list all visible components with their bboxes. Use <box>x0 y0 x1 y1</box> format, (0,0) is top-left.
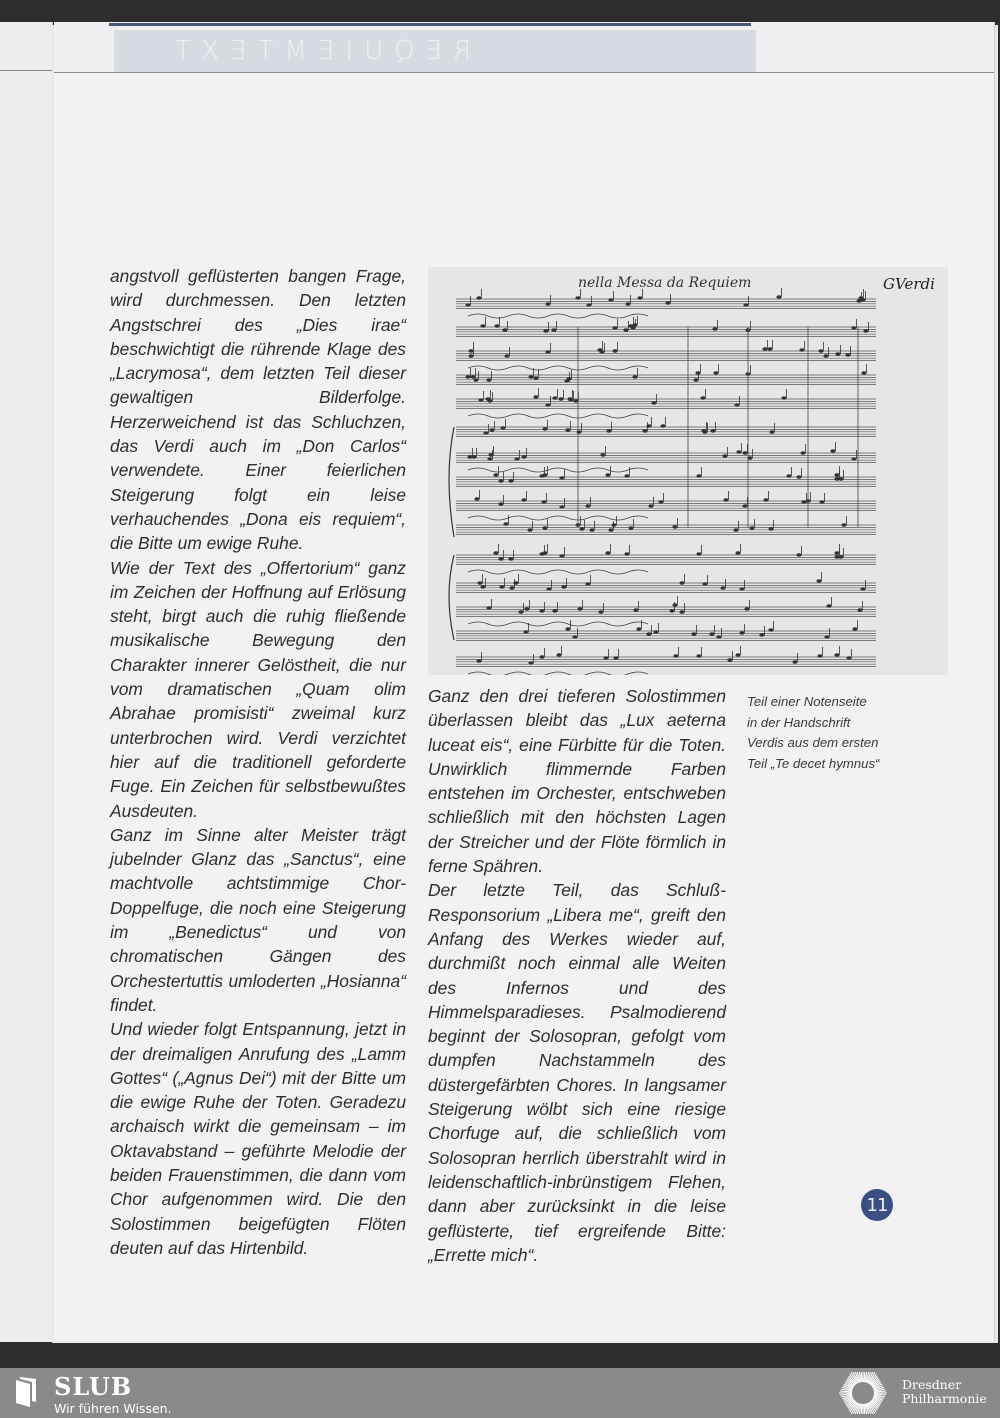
note-head <box>493 473 498 477</box>
note-head <box>611 523 616 527</box>
note-head <box>539 609 544 613</box>
note-head <box>739 587 744 591</box>
note-head <box>835 352 840 356</box>
note-head <box>826 604 831 608</box>
note-head <box>713 371 718 375</box>
note-head <box>533 376 538 380</box>
note-head <box>552 609 557 613</box>
note-head <box>559 554 564 558</box>
text-column-left <box>110 264 406 1260</box>
note-head <box>851 326 856 330</box>
note-head <box>465 375 470 379</box>
note-head <box>723 498 728 502</box>
note-head <box>744 607 749 611</box>
paragraph: Ganz im Sinne alter Meister trägt jubelnder Glanz das „Sanctus“, eine machtvolle achtstimmige Chor-Doppelfuge, die noch eine Steigerung im „Benedictus“ und von chromatischen Gängen des Orchestertuttis umloderten „Hosianna“ findet. <box>110 824 406 1015</box>
note-head <box>768 628 773 632</box>
note-head <box>863 329 868 333</box>
note-head <box>860 587 865 591</box>
note-head <box>545 350 550 354</box>
note-head <box>488 453 493 457</box>
slub-tagline: Wir führen Wissen. <box>54 1401 172 1416</box>
note-head <box>470 375 475 379</box>
paragraph: Der letzte Teil, das Schluß-Responsorium „Libera me“, greift den Anfang des Werkes wieder auf, durchmißt noch einmal alle Weiten des Infernos und des Himmelsparadieses. Psalmodierend beginnt der Solosopran, gefolgt vom dumpfen Nachstammeln des düstergefärbten Chores. In langsamer Steigerung wölbt sich eine riesige Chorfuge auf, die schließlich vom Solosopran herrlich überstrahlt wird in leidenschaftlich-inbrünstigem Flehen, dann aber zurücksinkt in die leise geflüsterte, tief ergreifende Bitte: „Errette mich“. <box>428 880 726 1265</box>
note-head <box>586 303 591 307</box>
note-head <box>579 527 584 531</box>
note-head <box>693 378 698 382</box>
section-title: REQUIEMTEXT <box>164 36 472 66</box>
note-head <box>749 526 754 530</box>
note-head <box>834 477 839 481</box>
note-head <box>769 430 774 434</box>
note-head <box>742 451 747 455</box>
dresdner-philharmonie-sunburst-icon <box>838 1369 888 1417</box>
note-head <box>561 585 566 589</box>
note-head <box>819 500 824 504</box>
note-head <box>759 633 764 637</box>
note-head <box>776 295 781 299</box>
note-head <box>672 525 677 529</box>
note-head <box>841 523 846 527</box>
note-head <box>542 551 547 555</box>
note-head <box>612 349 617 353</box>
note-head <box>487 399 492 403</box>
note-head <box>637 296 642 300</box>
note-head <box>796 553 801 557</box>
note-head <box>504 354 509 358</box>
note-head <box>743 303 748 307</box>
note-head <box>834 555 839 559</box>
note-head <box>476 296 481 300</box>
note-head <box>513 581 518 585</box>
note-head <box>551 328 556 332</box>
note-head <box>585 504 590 508</box>
music-manuscript-image <box>428 267 948 675</box>
note-head <box>796 475 801 479</box>
note-head <box>559 476 564 480</box>
note-head <box>542 526 547 530</box>
note-head <box>473 378 478 382</box>
logo-line: Philharmonie <box>902 1391 987 1406</box>
note-head <box>642 429 647 433</box>
note-head <box>476 659 481 663</box>
note-head <box>679 581 684 585</box>
note-head <box>633 608 638 612</box>
note-head <box>486 378 491 382</box>
note-head <box>483 431 488 435</box>
text-column-right <box>428 684 726 1267</box>
note-head <box>523 630 528 634</box>
note-head <box>498 557 503 561</box>
note-head <box>499 585 504 589</box>
note-head <box>830 449 835 453</box>
note-head <box>468 354 473 358</box>
note-head <box>852 627 857 631</box>
note-head <box>786 474 791 478</box>
note-head <box>478 398 483 402</box>
header-tab-accent-line <box>109 23 751 26</box>
note-head <box>572 635 577 639</box>
note-head <box>503 522 508 526</box>
slub-book-icon <box>14 1376 42 1408</box>
note-head <box>474 497 479 501</box>
note-head <box>696 552 701 556</box>
note-head <box>701 429 706 433</box>
note-head <box>712 327 717 331</box>
note-head <box>552 396 557 400</box>
note-head <box>818 349 823 353</box>
note-head <box>857 608 862 612</box>
paragraph: Und wieder folgt Entspannung, jetzt in der dreimaligen Anrufung des „Lamm Gottes“ („Agnus Dei“) mit der Bitte um die ewige Ruhe der Toten. Geradezu archaisch wirkt die gemeinsam – im Oktavabstand – geführte Melodie der beiden Frauenstimmen, die dann vom Chor aufgenommen wird. Die den Solostimmen beigefügten Flöten deuten auf das Hirtenbild. <box>110 1019 406 1258</box>
note-head <box>521 498 526 502</box>
note-head <box>545 403 550 407</box>
note-head <box>673 654 678 658</box>
note-head <box>608 298 613 302</box>
note-head <box>605 473 610 477</box>
note-head <box>669 609 674 613</box>
note-head <box>624 552 629 556</box>
note-head <box>716 635 721 639</box>
note-head <box>742 504 747 508</box>
manuscript-signature: GVerdi <box>883 275 935 293</box>
note-head <box>630 326 635 330</box>
note-head <box>487 457 492 461</box>
slub-logo-text[interactable]: SLUB <box>54 1372 133 1401</box>
note-head <box>533 395 538 399</box>
note-head <box>710 429 715 433</box>
note-head <box>493 551 498 555</box>
note-head <box>665 301 670 305</box>
note-head <box>589 528 594 532</box>
caption-line: in der Handschrift <box>747 714 851 730</box>
note-head <box>541 500 546 504</box>
note-head <box>799 348 804 352</box>
note-head <box>792 660 797 664</box>
note-head <box>521 455 526 459</box>
manuscript-score-drawing <box>428 267 948 675</box>
note-head <box>559 505 564 509</box>
note-head <box>565 627 570 631</box>
note-head <box>623 328 628 332</box>
note-head <box>613 656 618 660</box>
manuscript-heading: nella Messa da Requiem <box>578 275 752 291</box>
note-head <box>817 654 822 658</box>
caption-line: Verdis aus dem ersten <box>747 735 879 750</box>
note-head <box>542 473 547 477</box>
note-head <box>834 551 839 555</box>
note-head <box>528 661 533 665</box>
note-head <box>700 396 705 400</box>
note-head <box>558 397 563 401</box>
note-head <box>486 606 491 610</box>
note-head <box>564 379 569 383</box>
note-head <box>556 653 561 657</box>
figure-caption <box>747 692 947 774</box>
note-head <box>508 557 513 561</box>
note-head <box>600 453 605 457</box>
paragraph: Wie der Text des „Offertorium“ ganz im Zeichen der Hoffnung auf Erlösung steht, birgt auch die ruhig fließende musikalische Bewegung den Charakter innerer Gelöstheit, die nur vom dramatischen „Quam olim Abrahae promisisti“ zweimal kurz unterbrochen wird. Verdi verzichtet hier auf die traditionell geforderte Fuge. Ein Zeichen für selbstbewußtes Ausdeuten. <box>110 557 406 821</box>
note-head <box>471 455 476 459</box>
note-head <box>567 397 572 401</box>
note-head <box>702 582 707 586</box>
note-head <box>679 610 684 614</box>
note-head <box>722 454 727 458</box>
note-head <box>603 656 608 660</box>
note-head <box>508 479 513 483</box>
note-head <box>498 502 503 506</box>
paragraph: Ganz den drei tieferen Solostimmen überlassen bleibt das „Lux aeterna luceat eis“, eine Fürbitte für die Toten. Unwirklich flimmernde Farben entstehen im Orchester, entschweben schließlich mit den höchsten Lagen der Streicher und der Flöte förmlich in ferne Spähren. <box>428 686 726 877</box>
note-head <box>598 610 603 614</box>
page-number-badge: 11 <box>861 1189 893 1221</box>
note-head <box>651 401 656 405</box>
document-page <box>54 22 994 1342</box>
note-head <box>846 656 851 660</box>
note-head <box>709 632 714 636</box>
note-head <box>625 302 630 306</box>
note-head <box>734 403 739 407</box>
note-head <box>509 586 514 590</box>
note-head <box>763 498 768 502</box>
caption-line: Teil einer Notenseite <box>747 694 867 709</box>
note-head <box>781 396 786 400</box>
note-head <box>528 375 533 379</box>
note-head <box>624 474 629 478</box>
logo-line: Dresdner <box>902 1377 962 1392</box>
note-head <box>861 371 866 375</box>
note-head <box>672 603 677 607</box>
paragraph: angstvoll geflüsterten bangen Frage, wird durchmessen. Den letzten Angstschrei des „Dies irae“ beschwichtigt die rührende Klage des „Lacrymosa“, dem letzten Teil dieser gewaltigen Bilderfolge. Herzerweichend ist das Schluchzen, das Verdi auch im „Don Carlos“ verwendete. Einer feierlichen Steigerung folgt ein leise verhauchendes „Dona eis requiem“, die Bitte um ewige Ruhe. <box>110 266 406 554</box>
note-head <box>735 551 740 555</box>
note-head <box>606 429 611 433</box>
note-head <box>646 632 651 636</box>
note-head <box>658 500 663 504</box>
caption-line: Teil „Te decet hymnus“ <box>747 755 880 771</box>
note-head <box>514 457 519 461</box>
note-head <box>691 632 696 636</box>
note-head <box>545 302 550 306</box>
note-head <box>465 303 470 307</box>
note-head <box>648 504 653 508</box>
previous-page-edge <box>0 22 53 1342</box>
note-head <box>768 527 773 531</box>
note-head <box>597 348 602 352</box>
note-head <box>605 551 610 555</box>
note-head <box>851 457 856 461</box>
note-head <box>543 329 548 333</box>
note-head <box>800 451 805 455</box>
note-head <box>502 328 507 332</box>
note-head <box>816 579 821 583</box>
page-header <box>54 22 994 73</box>
note-head <box>727 658 732 662</box>
note-head <box>480 324 485 328</box>
note-head <box>767 347 772 351</box>
note-head <box>565 428 570 432</box>
note-head <box>498 479 503 483</box>
note-head <box>494 324 499 328</box>
note-head <box>653 630 658 634</box>
note-head <box>762 347 767 351</box>
note-head <box>500 426 505 430</box>
note-head <box>585 582 590 586</box>
note-head <box>660 424 665 428</box>
dresdner-philharmonie-logo-text[interactable] <box>902 1378 987 1406</box>
note-head <box>576 430 581 434</box>
note-head <box>720 586 725 590</box>
note-head <box>612 326 617 330</box>
note-head <box>477 581 482 585</box>
note-head <box>636 627 641 631</box>
note-head <box>489 428 494 432</box>
note-head <box>546 587 551 591</box>
note-head <box>834 653 839 657</box>
note-head <box>577 607 582 611</box>
note-head <box>736 450 741 454</box>
note-head <box>735 653 740 657</box>
note-head <box>518 610 523 614</box>
viewer-footer <box>0 1368 1000 1418</box>
note-head <box>575 296 580 300</box>
note-head <box>527 528 532 532</box>
note-head <box>733 528 738 532</box>
note-head <box>542 427 547 431</box>
note-head <box>834 473 839 477</box>
note-head <box>696 474 701 478</box>
note-head <box>739 631 744 635</box>
note-head <box>858 296 863 300</box>
note-head <box>539 655 544 659</box>
note-head <box>824 635 829 639</box>
note-head <box>696 654 701 658</box>
note-head <box>480 585 485 589</box>
note-head <box>695 371 700 375</box>
note-head <box>628 526 633 530</box>
note-head <box>524 607 529 611</box>
note-head <box>845 353 850 357</box>
note-head <box>468 349 473 353</box>
note-head <box>632 375 637 379</box>
note-head <box>823 354 828 358</box>
previous-page-header-rule <box>0 70 52 71</box>
note-head <box>608 528 613 532</box>
